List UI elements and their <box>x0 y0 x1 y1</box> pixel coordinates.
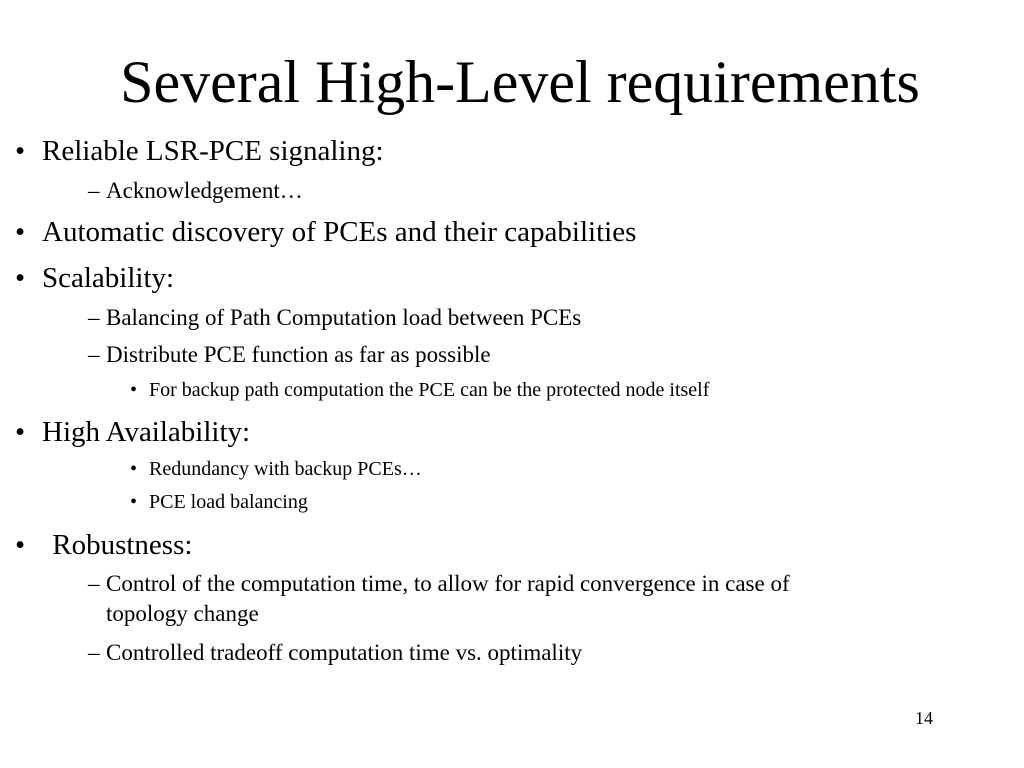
sub-bullet-text: Controlled tradeoff computation time vs. optimality <box>106 640 583 665</box>
bullet-text: Reliable LSR-PCE signaling: <box>42 135 384 167</box>
sub-bullet-text: Control of the computation time, to allow for rapid convergence in case of <box>106 571 790 596</box>
dash-marker: – <box>88 571 100 596</box>
sub-bullet-text: Balancing of Path Computation load between PCEs <box>106 305 582 330</box>
bullet-marker: • <box>130 379 138 401</box>
slide-title: Several High-Level requirements <box>120 49 920 115</box>
bullet-marker: • <box>15 416 26 448</box>
sub-sub-bullet-text: Redundancy with backup PCEs… <box>149 458 422 480</box>
page-number: 14 <box>915 708 933 728</box>
dash-marker: – <box>88 178 100 203</box>
bullet-marker: • <box>15 262 26 294</box>
sub-bullet-continuation: topology change <box>106 601 259 626</box>
sub-bullet-text: Distribute PCE function as far as possible <box>106 342 491 367</box>
sub-sub-bullet-text: PCE load balancing <box>149 491 308 513</box>
bullet-marker: • <box>130 491 138 513</box>
bullet-text: Robustness: <box>45 529 193 561</box>
sub-sub-bullet-text: For backup path computation the PCE can be the protected node itself <box>149 379 710 401</box>
bullet-text: Automatic discovery of PCEs and their capabilities <box>42 216 637 248</box>
bullet-marker: • <box>130 458 138 480</box>
dash-marker: – <box>88 640 100 665</box>
bullet-marker: • <box>15 135 26 167</box>
dash-marker: – <box>88 305 100 330</box>
bullet-text: High Availability: <box>42 416 251 448</box>
dash-marker: – <box>88 342 100 367</box>
bullet-marker: • <box>15 529 26 561</box>
bullet-text: Scalability: <box>42 262 175 294</box>
sub-bullet-text: Acknowledgement… <box>106 178 303 203</box>
bullet-marker: • <box>15 216 26 248</box>
